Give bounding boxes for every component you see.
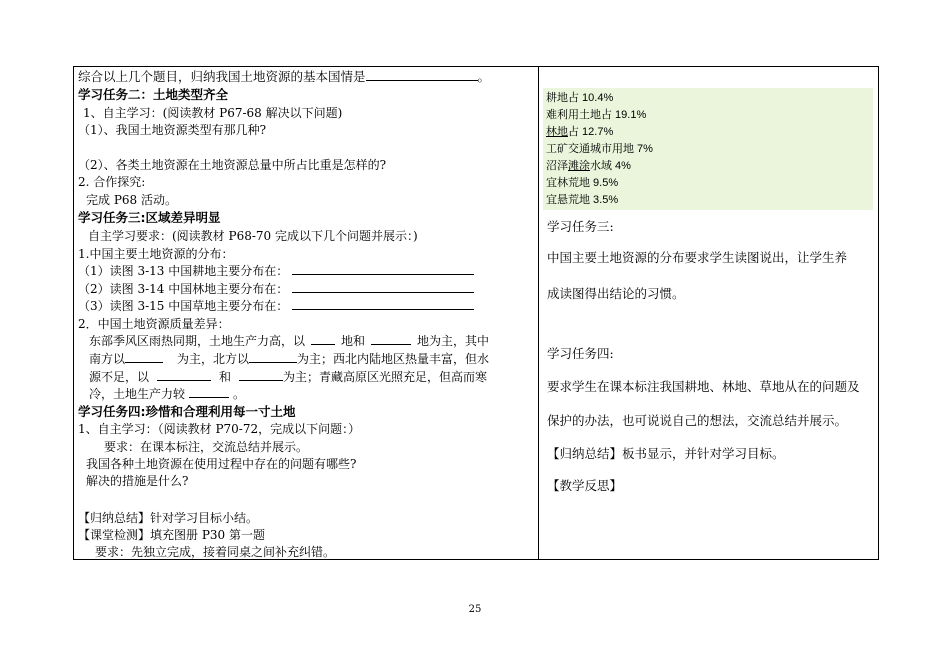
- task2-title: 学习任务二：土地类型齐全: [78, 87, 229, 102]
- land-share-item: [546, 176, 618, 191]
- land-share-item: [546, 159, 631, 174]
- task4-title: 学习任务四:珍惜和合理利用每一寸土地: [78, 404, 296, 419]
- classroom-test-requirement: 要求：先独立完成，接着同桌之间补充纠错。: [95, 545, 336, 559]
- task3-title: 学习任务三:区域差异明显: [78, 210, 221, 225]
- right-task3-line-2: 成读图得出结论的习惯。: [547, 286, 685, 301]
- task2-activity: 完成 P68 活动。: [86, 193, 177, 207]
- task4-measure-question: 解决的措施是什么?: [86, 474, 189, 488]
- text: 东部季风区雨热同期，土地生产力高，以: [89, 334, 306, 348]
- blank: [371, 333, 411, 345]
- blank: [125, 351, 163, 363]
- blank: [189, 386, 229, 398]
- text: 为主，北方以: [177, 352, 250, 366]
- text: 。: [233, 387, 246, 401]
- quality-line-3: [89, 369, 487, 385]
- task2-self-study: 1、自主学习：(阅读教材 P67-68 解决以下问题): [83, 106, 343, 120]
- text: 南方以: [89, 352, 126, 366]
- grassland-blank: [292, 298, 474, 310]
- land-share-text: 工矿交通城市用地 7%: [546, 143, 653, 155]
- blank: [239, 369, 283, 381]
- land-share-text: 沼泽: [546, 160, 568, 172]
- task2-question-2: （2）、各类土地资源在土地资源总量中所占比重是怎样的?: [78, 158, 387, 172]
- right-task3-line-1: 中国主要土地资源的分布要求学生读图说出，让学生养: [547, 250, 848, 265]
- land-share-text: 耕地占 10.4%: [546, 92, 614, 104]
- land-share-item: [546, 108, 646, 123]
- text: 为主；青藏高原区光照充足，但高而寒: [283, 370, 488, 384]
- text: 地为主，其中: [417, 334, 490, 348]
- farmland-blank: [292, 263, 474, 275]
- left-summary: 【归纳总结】针对学习目标小结。: [78, 511, 259, 525]
- blank: [249, 351, 297, 363]
- forest-question-text: （2）读图 3-14 中国林地主要分布在：: [78, 282, 289, 296]
- right-task4-line-1: 要求学生在课本标注我国耕地、林地、草地从在的问题及: [547, 379, 860, 394]
- land-share-text: 宜林荒地 9.5%: [546, 177, 619, 189]
- right-summary: 【归纳总结】板书显示，并针对学习目标。: [547, 446, 785, 461]
- land-share-text: 难利用土地占 19.1%: [546, 109, 647, 121]
- quality-line-4: [89, 386, 245, 402]
- blank: [157, 369, 211, 381]
- grassland-question: [78, 298, 474, 314]
- forest-blank: [292, 281, 474, 293]
- land-share-item: [546, 125, 613, 140]
- task4-problem-question: 我国各种土地资源在使用过程中存在的问题有哪些?: [86, 457, 357, 471]
- land-share-text: 占 12.7%: [568, 126, 614, 138]
- column-divider: [538, 66, 539, 560]
- farmland-question: [78, 263, 474, 279]
- task2-cooperation: 2. 合作探究:: [78, 175, 146, 189]
- right-reflection: 【教学反思】: [547, 478, 623, 493]
- land-share-item: [546, 193, 618, 208]
- right-task3-title: 学习任务三:: [547, 219, 614, 234]
- land-share-text: 宜悬荒地 3.5%: [546, 194, 619, 206]
- answer-blank: [366, 69, 478, 81]
- land-share-text: 滩涂: [568, 160, 590, 172]
- land-share-item: [546, 142, 653, 157]
- text: 和: [219, 370, 232, 384]
- page-number: 25: [468, 604, 482, 615]
- right-task4-line-2: 保护的办法，也可说说自己的想法，交流总结并展示。: [547, 413, 848, 428]
- land-share-text: 水域 4%: [590, 160, 631, 172]
- period: 。: [477, 69, 491, 84]
- task4-self-study: 1、自主学习：（阅读教材 P70-72，完成以下问题：）: [78, 422, 361, 436]
- right-task4-title: 学习任务四:: [547, 346, 614, 361]
- land-share-item: [546, 91, 613, 106]
- quality-line-2: [89, 351, 489, 367]
- land-share-text: 林地: [546, 126, 568, 138]
- summary-question-text: 综合以上几个题目，归纳我国土地资源的基本国情是: [78, 69, 366, 84]
- quality-line-1: [89, 333, 489, 349]
- blank: [311, 333, 335, 345]
- task3-distribution-heading: 1.中国主要土地资源的分布：: [78, 247, 234, 261]
- text: 地和: [341, 334, 366, 348]
- classroom-test: 【课堂检测】填充图册 P30 第一题: [78, 528, 265, 542]
- task2-question-1: （1）、我国土地资源类型有那几种?: [78, 123, 267, 137]
- text: 冷，土地生产力较: [89, 387, 186, 401]
- text: 源不足，以: [89, 370, 150, 384]
- quality-heading: 2．中国土地资源质量差异：: [78, 317, 230, 331]
- task4-requirement: 要求：在课本标注，交流总结并展示。: [104, 440, 309, 454]
- task3-requirement: 自主学习要求：(阅读教材 P68-70 完成以下几个问题并展示：): [88, 229, 418, 243]
- land-share-list: [543, 88, 873, 210]
- grassland-question-text: （3）读图 3-15 中国草地主要分布在：: [78, 299, 289, 313]
- forest-question: [78, 281, 474, 297]
- summary-question: [78, 69, 490, 85]
- farmland-question-text: （1）读图 3-13 中国耕地主要分布在：: [78, 264, 289, 278]
- text: 为主；西北内陆地区热量丰富，但水: [297, 352, 490, 366]
